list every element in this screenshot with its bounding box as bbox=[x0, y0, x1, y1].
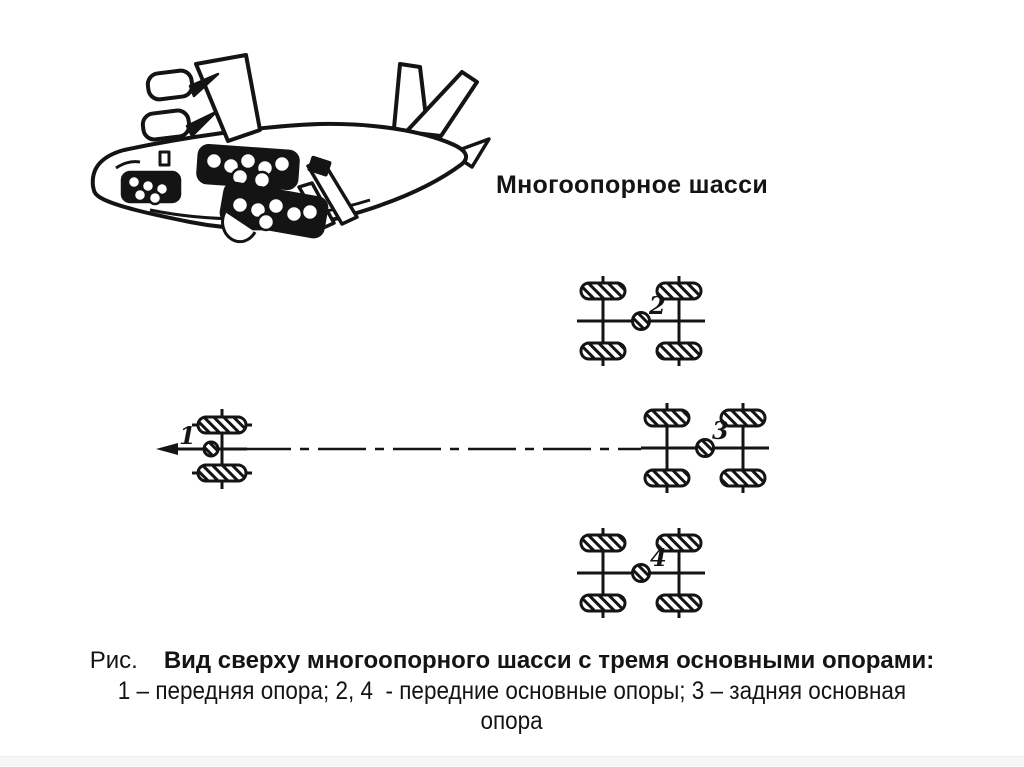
caption-heading bbox=[0, 646, 1024, 676]
left-wing-panel bbox=[196, 55, 260, 141]
main-bogie-4 bbox=[577, 528, 705, 618]
aircraft-illustration bbox=[93, 55, 489, 242]
main-bogie-2 bbox=[577, 276, 705, 366]
caption-legend-line2: опора bbox=[480, 707, 544, 735]
wing-root-patch bbox=[310, 158, 330, 175]
support3-label: 3 bbox=[712, 416, 729, 445]
support2-label: 2 bbox=[649, 291, 666, 320]
gear-schematic bbox=[156, 276, 769, 618]
belly-gear-cluster-mid bbox=[197, 145, 299, 190]
nose-gear-symbol bbox=[156, 409, 252, 489]
support4-label: 4 bbox=[650, 543, 667, 572]
caption-prefix: Рис. bbox=[89, 647, 138, 674]
slide-bottom-edge bbox=[0, 756, 1024, 767]
caption-heading-text: Вид сверху многоопорного шасси с тремя основными опорами: bbox=[163, 647, 935, 674]
caption-legend-line1: 1 – передняя опора; 2, 4 - передние основные опоры; 3 – задняя основная bbox=[117, 677, 907, 705]
support1-label: 1 bbox=[179, 421, 196, 450]
flight-direction-arrow bbox=[156, 443, 178, 455]
main-bogie-3 bbox=[641, 403, 769, 493]
diagram-title: Многоопорное шасси bbox=[496, 171, 769, 199]
figure-caption bbox=[0, 646, 1024, 736]
belly-gear-cluster-front bbox=[122, 172, 180, 204]
